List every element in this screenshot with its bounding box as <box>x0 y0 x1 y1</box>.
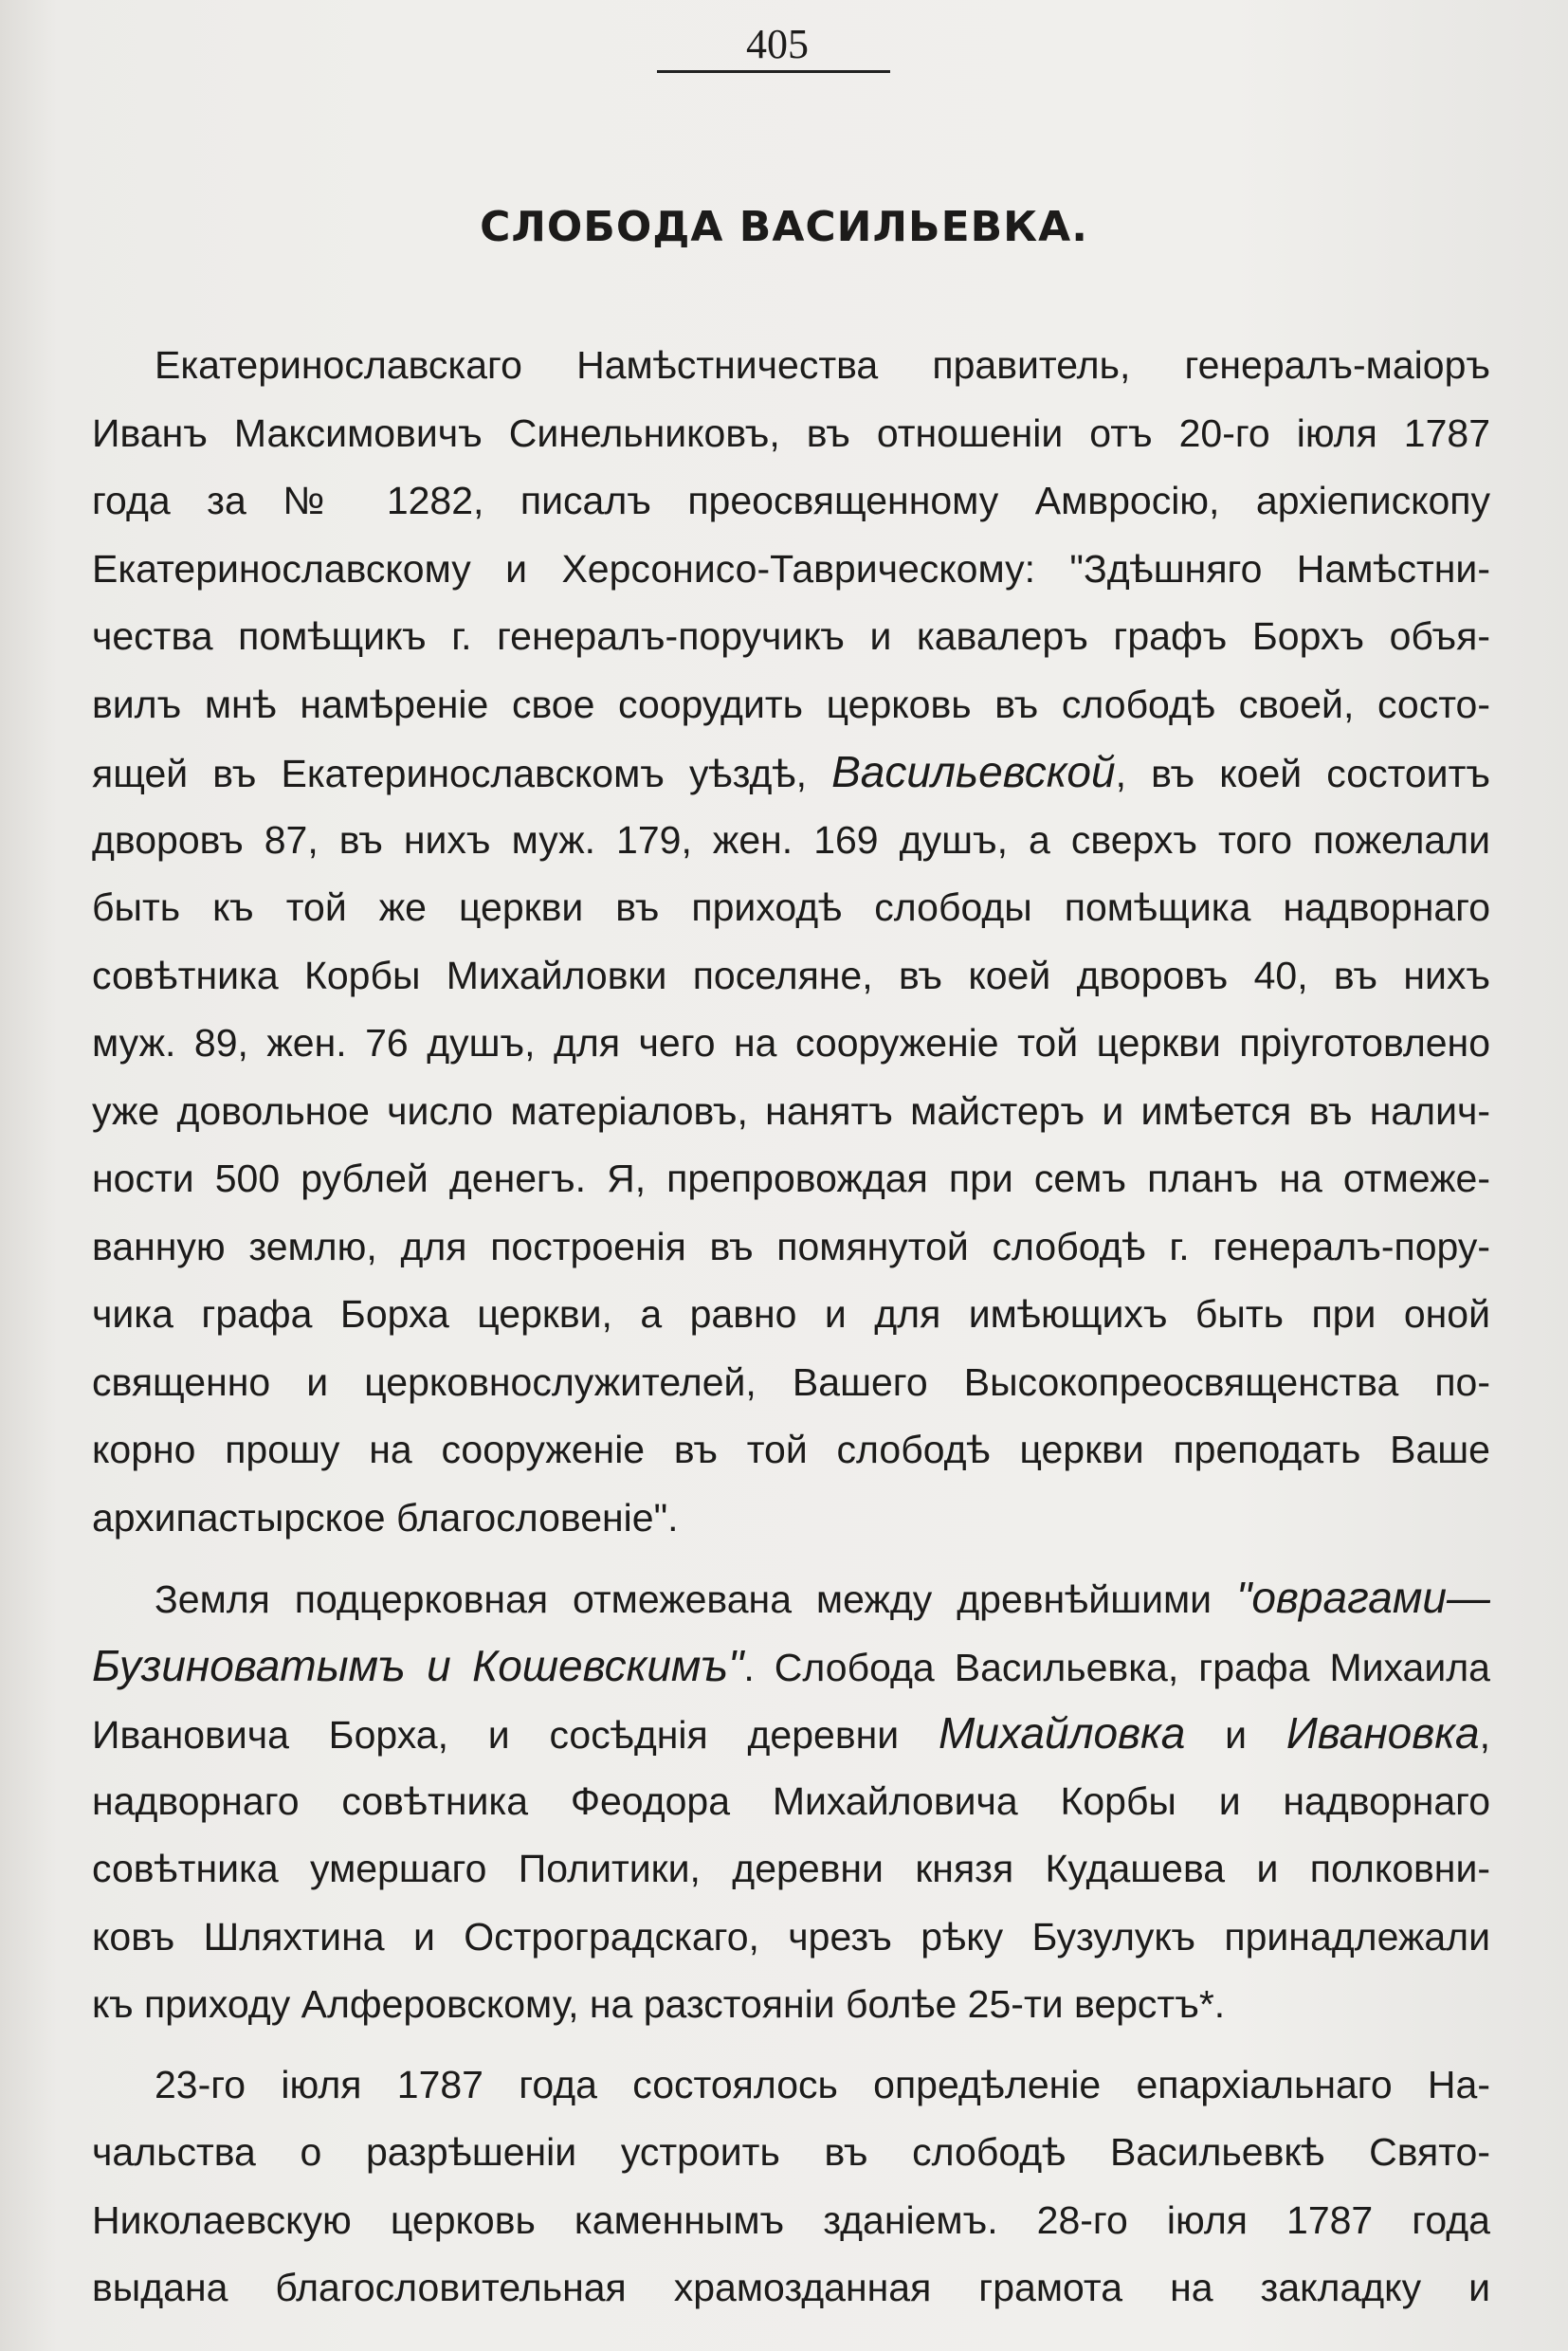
text-line: ности 500 рублей денегъ. Я, препровождая при семъ планъ на отмеже- <box>92 1157 1490 1200</box>
text-segment: Земля подцерковная отмежевана между древнѣйшими <box>155 1577 1212 1621</box>
text-line: чества помѣщикъ г. генералъ-поручикъ и кавалеръ графъ Борхъ объя- <box>92 614 1490 658</box>
text-line: дворовъ 87, въ нихъ муж. 179, жен. 169 душъ, а сверхъ того пожелали <box>92 817 1490 862</box>
text-segment: и <box>1225 1713 1248 1757</box>
body-text <box>92 332 1490 2323</box>
paragraph-gap <box>92 1552 1490 1564</box>
text-line: вилъ мнѣ намѣреніе свое соорудить церковь въ слободѣ своей, состо- <box>92 682 1490 726</box>
text-line: выдана благословительная храмозданная грамота на закладку и <box>92 2266 1490 2309</box>
italic-ravine-names: "оврагами— <box>1236 1573 1490 1622</box>
italic-village-name: Михайловка <box>938 1708 1186 1758</box>
paragraph-1 <box>92 332 1490 1552</box>
text-line: 23-го іюля 1787 года состоялось опредѣленіе епархіальнаго На- <box>155 2062 1490 2106</box>
page-number-rule <box>657 70 890 73</box>
text-line: Екатеринославскому и Херсонисо-Таврическому: "Здѣшняго Намѣстни- <box>92 546 1490 591</box>
italic-village-name: Ивановка <box>1285 1708 1480 1758</box>
text-line: Екатеринославскаго Намѣстничества правитель, генералъ-маіоръ <box>155 343 1490 387</box>
text-segment: , <box>1479 1713 1490 1757</box>
paragraph-3 <box>92 2051 1490 2323</box>
text-line: Николаевскую церковь каменнымъ зданіемъ. 28-го іюля 1787 года <box>92 2197 1490 2242</box>
text-line: архипастырское благословеніе". <box>92 1495 679 1540</box>
text-line: чика графа Борха церкви, а равно и для имѣющихъ быть при оной <box>92 1292 1490 1336</box>
text-line: совѣтника Корбы Михайловки поселяне, въ коей дворовъ 40, въ нихъ <box>92 953 1490 997</box>
text-line <box>92 738 1490 807</box>
text-segment: ящей въ Екатеринославскомъ уѣздѣ, <box>92 752 807 795</box>
text-segment: , въ коей состоитъ <box>1115 752 1490 795</box>
italic-place-name: Васильевской <box>831 747 1116 796</box>
italic-ravine-names: Бузиноватымъ и Кошевскимъ" <box>92 1640 744 1690</box>
paragraph-2 <box>92 1564 1490 2039</box>
text-segment: . Слобода Васильевка, графа Михаила <box>743 1645 1490 1689</box>
text-line: совѣтника умершаго Политики, деревни князя Кудашева и полковни- <box>92 1847 1490 1890</box>
text-line: года за № 1282, писалъ преосвященному Амвросію, архіепископу <box>92 479 1490 522</box>
text-line: священно и церковнослужителей, Вашего Высокопреосвященства по- <box>92 1359 1490 1404</box>
text-line <box>92 1632 1490 1701</box>
text-line: ковъ Шляхтина и Остроградскаго, чрезъ рѣку Бузулукъ принадлежали <box>92 1914 1490 1959</box>
text-line: быть къ той же церкви въ приходѣ слободы помѣщика надворнаго <box>92 885 1490 929</box>
text-line <box>92 1564 1490 1632</box>
text-line: уже довольное число матеріаловъ, нанятъ майстеръ и имѣется въ налич- <box>92 1088 1490 1133</box>
text-segment: Ивановича Борха, и сосѣднія деревни <box>92 1713 900 1757</box>
text-line: надворнаго совѣтника Феодора Михайловича Корбы и надворнаго <box>92 1778 1490 1823</box>
text-line: къ приходу Алферовскому, на разстояніи болѣе 25-ти верстъ*. <box>92 1982 1226 2026</box>
text-line <box>92 1700 1490 1768</box>
paragraph-gap <box>92 2039 1490 2051</box>
text-line: чальства о разрѣшеніи устроить въ слободѣ Васильевкѣ Свято- <box>92 2130 1490 2174</box>
text-line: муж. 89, жен. 76 душъ, для чего на сооруженіе той церкви пріуготовлено <box>92 1021 1490 1065</box>
page-title: СЛОБОДА ВАСИЛЬЕВКА. <box>480 203 1088 251</box>
text-line: ванную землю, для построенія въ помянутой слободѣ г. генералъ-пору- <box>92 1224 1490 1268</box>
page-number: 405 <box>746 21 809 67</box>
text-line: Иванъ Максимовичъ Синельниковъ, въ отношеніи отъ 20-го іюля 1787 <box>92 410 1490 455</box>
text-line: корно прошу на сооруженіе въ той слободѣ церкви преподать Ваше <box>92 1428 1490 1471</box>
